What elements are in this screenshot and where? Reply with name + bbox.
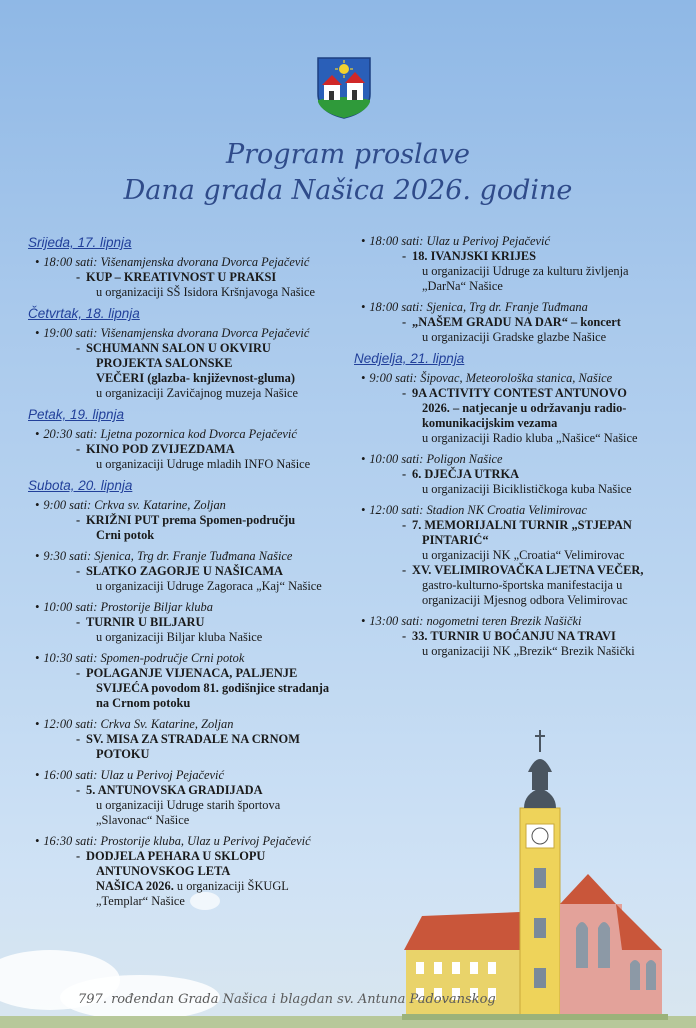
event-organizer: u organizaciji Biljar kluba Našice — [96, 630, 263, 644]
event-organizer: u organizaciji Udruge Zagoraca „Kaj“ Našice — [96, 579, 322, 593]
event-title: POTOKU — [96, 747, 150, 761]
event-title: 2026. – natjecanje u održavanju radio- — [422, 401, 627, 415]
event-title: 18. IVANJSKI KRIJES — [412, 249, 537, 263]
event-organizer: u organizaciji SŠ Isidora Kršnjavoga Našice — [96, 285, 315, 299]
event-title: 9A ACTIVITY CONTEST ANTUNOVO — [412, 386, 627, 400]
event-organizer: u organizaciji ŠKUGL — [173, 879, 289, 893]
event-organizer: „DarNa“ Našice — [422, 279, 503, 293]
event-time-place: 20:30 sati: Ljetna pozornica kod Dvorca Pejačević — [43, 427, 297, 441]
event-organizer: „Slavonac“ Našice — [96, 813, 190, 827]
event-title: Crni potok — [96, 528, 155, 542]
event-time-place: 12:00 sati: Stadion NK Croatia Velimirovac — [369, 503, 587, 517]
event-organizer: u organizaciji Udruge za kulturu življenja — [422, 264, 629, 278]
event-entry: • 16:00 sati: Ulaz u Perivoj Pejačević - 5. ANTUNOVSKA GRADIJADA u organizaciji Udruge starih športova „Slavonac“ Našice — [28, 768, 350, 828]
city-coat-of-arms-icon — [316, 56, 372, 120]
event-title: KRIŽNI PUT prema Spomen-području — [86, 513, 296, 527]
event-time-place: 12:00 sati: Crkva Sv. Katarine, Zoljan — [43, 717, 234, 731]
program-left-column — [28, 234, 350, 915]
event-entry: • 19:00 sati: Višenamjenska dvorana Dvorca Pejačević - SCHUMANN SALON U OKVIRU PROJEKTA SALONSKE VEČERI (glazba- književnost-gluma) u organizaciji Zavičajnog muzeja Našice — [28, 326, 350, 401]
event-time-place: 10:30 sati: Spomen-područje Crni potok — [43, 651, 245, 665]
title-line-1: Program proslave — [225, 139, 471, 170]
event-entry: • 20:30 sati: Ljetna pozornica kod Dvorca Pejačević - KINO POD ZVIJEZDAMA u organizaciji Udruge mladih INFO Našice — [28, 427, 350, 472]
event-title: NAŠICA 2026. — [96, 879, 174, 893]
event-time-place: 9:00 sati: Šipovac, Meteorološka stanica, Našice — [369, 371, 613, 385]
footer-caption: 797. rođendan Grada Našica i blagdan sv. Antuna Padovanskog — [78, 992, 496, 1007]
event-title: DODJELA PEHARA U SKLOPU — [86, 849, 266, 863]
event-title: 5. ANTUNOVSKA GRADIJADA — [86, 783, 263, 797]
event-time-place: 16:30 sati: Prostorije kluba, Ulaz u Perivoj Pejačević — [43, 834, 311, 848]
event-entry: • 12:00 sati: Stadion NK Croatia Velimirovac - 7. MEMORIJALNI TURNIR „STJEPAN PINTARIĆ“ u organizaciji NK „Croatia“ Velimirovac - XV. VELIMIROVAČKA LJETNA VEČER, gastro-kulturno-športska manifestacija u organizaciji Mjesnog odbora Velimirovac — [354, 503, 672, 608]
title-line-2: Dana grada Našica 2026. godine — [123, 175, 573, 206]
event-time-place: 10:00 sati: Prostorije Biljar kluba — [43, 600, 213, 614]
day-heading: Petak, 19. lipnja — [28, 407, 125, 422]
event-title: XV. VELIMIROVAČKA LJETNA VEČER, — [412, 563, 644, 577]
event-entry: • 13:00 sati: nogometni teren Brezik Našički - 33. TURNIR U BOĆANJU NA TRAVI u organizaciji NK „Brezik“ Brezik Našički — [354, 614, 672, 659]
event-title: POLAGANJE VIJENACA, PALJENJE — [86, 666, 298, 680]
event-organizer: gastro-kulturno-športska manifestacija u — [422, 578, 623, 592]
event-title: KINO POD ZVIJEZDAMA — [86, 442, 235, 456]
event-entry: • 10:30 sati: Spomen-područje Crni potok - POLAGANJE VIJENACA, PALJENJE SVIJEĆA povodom 81. godišnjice stradanja na Crnom potoku — [28, 651, 350, 711]
event-time-place: 10:00 sati: Poligon Našice — [369, 452, 503, 466]
event-time-place: 18:00 sati: Višenamjenska dvorana Dvorca Pejačević — [43, 255, 310, 269]
event-title: ANTUNOVSKOG LETA — [96, 864, 231, 878]
event-time-place: 18:00 sati: Sjenica, Trg dr. Franje Tuđmana — [369, 300, 588, 314]
day-heading: Nedjelja, 21. lipnja — [354, 351, 465, 366]
event-time-place: 9:30 sati: Sjenica, Trg dr. Franje Tuđmana Našice — [43, 549, 293, 563]
event-organizer: u organizaciji Zavičajnog muzeja Našice — [96, 386, 299, 400]
event-time-place: 19:00 sati: Višenamjenska dvorana Dvorca Pejačević — [43, 326, 310, 340]
event-title: PINTARIĆ“ — [422, 533, 489, 547]
event-title: SV. MISA ZA STRADALE NA CRNOM — [86, 732, 300, 746]
event-title: na Crnom potoku — [96, 696, 191, 710]
event-title: VEČERI (glazba- književnost-gluma) — [96, 371, 295, 385]
event-time-place: 13:00 sati: nogometni teren Brezik Našički — [369, 614, 582, 628]
event-entry: • 10:00 sati: Prostorije Biljar kluba - TURNIR U BILJARU u organizaciji Biljar kluba Našice — [28, 600, 350, 645]
event-organizer: u organizaciji NK „Brezik“ Brezik Našički — [422, 644, 635, 658]
event-title: SLATKO ZAGORJE U NAŠICAMA — [86, 564, 284, 578]
event-organizer: organizaciji Mjesnog odbora Velimirovac — [422, 593, 628, 607]
event-entry: • 18:00 sati: Ulaz u Perivoj Pejačević - 18. IVANJSKI KRIJES u organizaciji Udruge za kulturu življenja „DarNa“ Našice — [354, 234, 672, 294]
event-title: PROJEKTA SALONSKE — [96, 356, 233, 370]
event-entry: • 18:00 sati: Višenamjenska dvorana Dvorca Pejačević - KUP – KREATIVNOST U PRAKSI u organizaciji SŠ Isidora Kršnjavoga Našice — [28, 255, 350, 300]
event-title: 7. MEMORIJALNI TURNIR „STJEPAN — [412, 518, 632, 532]
event-title: 33. TURNIR U BOĆANJU NA TRAVI — [412, 629, 616, 643]
event-entry: • 18:00 sati: Sjenica, Trg dr. Franje Tuđmana - „NAŠEM GRADU NA DAR“ – koncert u organizaciji Gradske glazbe Našice — [354, 300, 672, 345]
event-organizer: u organizaciji Biciklističkoga kuba Našice — [422, 482, 632, 496]
event-organizer: u organizaciji Udruge starih športova — [96, 798, 281, 812]
event-title: komunikacijskim vezama — [422, 416, 558, 430]
event-entry: • 12:00 sati: Crkva Sv. Katarine, Zoljan - SV. MISA ZA STRADALE NA CRNOM POTOKU — [28, 717, 350, 762]
event-title: SCHUMANN SALON U OKVIRU — [86, 341, 271, 355]
event-title: TURNIR U BILJARU — [86, 615, 205, 629]
day-heading: Četvrtak, 18. lipnja — [28, 306, 140, 321]
event-title: 6. DJEČJA UTRKA — [412, 467, 520, 481]
event-entry: • 9:30 sati: Sjenica, Trg dr. Franje Tuđmana Našice - SLATKO ZAGORJE U NAŠICAMA u organizaciji Udruge Zagoraca „Kaj“ Našice — [28, 549, 350, 594]
event-entry: • 16:30 sati: Prostorije kluba, Ulaz u Perivoj Pejačević - DODJELA PEHARA U SKLOPU ANTUNOVSKOG LETA NAŠICA 2026. u organizaciji ŠKUGL „Templar“ Našice — [28, 834, 350, 909]
church-illustration — [402, 728, 668, 1020]
event-title: SVIJEĆA povodom 81. godišnjice stradanja — [96, 681, 330, 695]
event-entry: • 10:00 sati: Poligon Našice - 6. DJEČJA UTRKA u organizaciji Biciklističkoga kuba Našice — [354, 452, 672, 497]
event-organizer: u organizaciji Gradske glazbe Našice — [422, 330, 607, 344]
event-time-place: 16:00 sati: Ulaz u Perivoj Pejačević — [43, 768, 224, 782]
event-title: „NAŠEM GRADU NA DAR“ – koncert — [412, 315, 621, 329]
event-organizer: „Templar“ Našice — [96, 894, 185, 908]
event-entry: • 9:00 sati: Šipovac, Meteorološka stanica, Našice - 9A ACTIVITY CONTEST ANTUNOVO 2026. – natjecanje u održavanju radio- komunikacijskim vezama u organizaciji Radio kluba „Našice“ Našice — [354, 371, 672, 446]
program-right-column — [354, 234, 672, 665]
event-organizer: u organizaciji Udruge mladih INFO Našice — [96, 457, 311, 471]
day-heading: Subota, 20. lipnja — [28, 478, 133, 493]
event-time-place: 18:00 sati: Ulaz u Perivoj Pejačević — [369, 234, 550, 248]
event-title: KUP – KREATIVNOST U PRAKSI — [86, 270, 277, 284]
day-heading: Srijeda, 17. lipnja — [28, 235, 132, 250]
event-organizer: u organizaciji Radio kluba „Našice“ Našice — [422, 431, 638, 445]
event-organizer: u organizaciji NK „Croatia“ Velimirovac — [422, 548, 625, 562]
event-entry: • 9:00 sati: Crkva sv. Katarine, Zoljan - KRIŽNI PUT prema Spomen-području Crni potok — [28, 498, 350, 543]
event-time-place: 9:00 sati: Crkva sv. Katarine, Zoljan — [43, 498, 226, 512]
